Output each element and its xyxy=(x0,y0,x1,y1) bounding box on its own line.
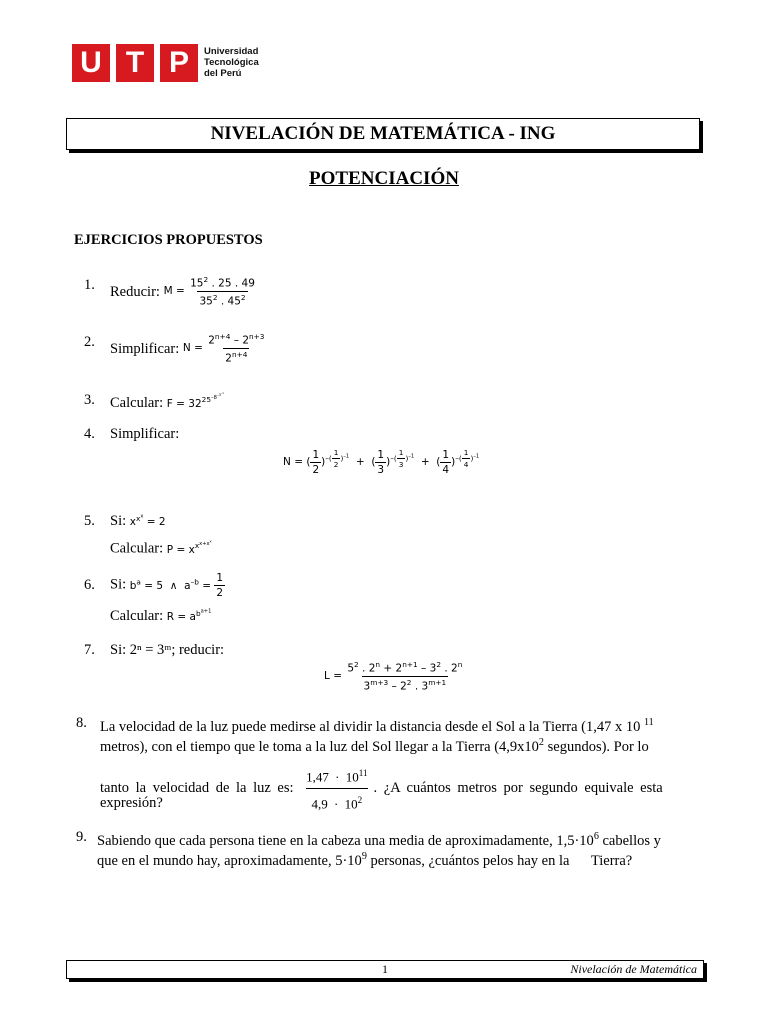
exercise-number: 7. xyxy=(84,642,95,658)
page-subtitle: POTENCIACIÓN xyxy=(309,168,459,189)
logo-letter-p: P xyxy=(160,44,198,82)
formula-l: L = $\frac{5^2 . 2^n + 2^{n+1} - 3^2 . 2^n}{3^{m+3} - 2^2 . 3^{m+1}}$ xyxy=(324,660,463,692)
logo-letter-u: U xyxy=(72,44,110,82)
exercise-text: Simplificar: xyxy=(110,426,180,442)
exercise-3 xyxy=(0,390,768,412)
exercise-number: 2. xyxy=(84,334,95,350)
exercise-number: 1. xyxy=(84,277,95,293)
exercise-number: 9. xyxy=(76,829,87,845)
formula-condition: $b^a = 5$ ∧ $a^{-b}$ = $\frac{1}{2}$ xyxy=(129,572,224,599)
exercise-number: 8. xyxy=(76,715,87,731)
exercise-7 xyxy=(0,642,768,698)
exercise-text: Simplificar: xyxy=(110,341,180,357)
exercise-number: 3. xyxy=(84,392,95,408)
exercise-9: 9. Sabiendo que cada persona tiene en la cabeza una media de aproximadamente, $1,5\cdot 10^6$ cabellos y que en el mundo hay, aproximadamente, $5\cdot 10^9$ personas, ¿cuántos pelos hay en la Tierra? xyxy=(0,826,768,872)
exercise-8: 8. La velocidad de la luz puede medirse al dividir la distancia desde el Sol a la Tierra (1,47 x 10 $^{11}$ metros), con el tiempo que le toma a la luz del Sol llegar a la Tierra ($4,9x10^2$ segundos). Por lo tanto la velocidad de la luz es: $\frac{1,47 \cdot 10^{11}}{4,9 \cdot 10^2}$ . ¿A cuántos metros por segundo equivale esta expresión? xyxy=(0,712,768,812)
footer-text: Nivelación de Matemática xyxy=(570,962,697,976)
exercise-text: Reducir: xyxy=(110,284,160,300)
university-name: Universidad Tecnológica del Perú xyxy=(204,46,259,79)
exercise-text: Calcular: xyxy=(110,394,164,411)
page-title: NIVELACIÓN DE MATEMÁTICA - ING xyxy=(210,123,556,144)
formula-n-fractions: N = ( $\frac{1}{2}$ )$^{-( \frac{1}{2} )^{-1}}$ + ( $\frac{1}{3}$ )$^{-( \frac{1}{3} )^{-1}}$ + ( $\frac{1}{4}$ )$^{-( \frac{1}{4} )^{-1}}$ xyxy=(283,448,480,476)
exercise-text: Si: xyxy=(110,513,127,529)
formula-r: $R = a^{b^{a+1}}$ xyxy=(166,608,212,623)
exercise-2 xyxy=(0,326,768,364)
exercise-4 xyxy=(0,426,768,496)
exercise-text-2: Calcular: xyxy=(110,540,164,557)
utp-logo xyxy=(72,44,272,86)
formula-condition: $x^{x^x} = 2$ xyxy=(129,513,166,528)
exercise-number: 6. xyxy=(84,577,95,593)
exercise-number: 4. xyxy=(84,426,95,442)
exercise-5 xyxy=(0,510,768,560)
exercise-text: Si: 2ⁿ = 3ᵐ; reducir: xyxy=(110,642,225,658)
formula-velocity: $\frac{1,47 \cdot 10^{11}}{4,9 \cdot 10^2}$ xyxy=(300,762,373,816)
formula-f: $F = 32^{25^{-8^{-3^{-1}}}}$ xyxy=(166,392,224,410)
page-number: 1 xyxy=(382,962,388,976)
formula-m: M = $\frac{15^2 . 25 . 49}{35^2 . 45^2}$ xyxy=(163,275,255,307)
page-footer xyxy=(66,960,704,979)
exercise-text: Sabiendo que cada persona tiene en la cabeza una media de aproximadamente, 1,5·10 xyxy=(97,832,594,849)
exercise-number: 5. xyxy=(84,513,95,529)
exercise-1 xyxy=(0,270,768,307)
exercise-text: Si: xyxy=(110,576,127,593)
title-box xyxy=(66,118,700,150)
formula-n: N = $\frac{2^{n+4} - 2^{n+3}}{2^{n+4}}$ xyxy=(182,332,265,364)
formula-p: $P = x^{x^{x+x^x}}$ xyxy=(166,539,212,556)
section-title: EJERCICIOS PROPUESTOS xyxy=(74,232,263,248)
logo-letter-t: T xyxy=(116,44,154,82)
exercise-text: La velocidad de la luz puede medirse al dividir la distancia desde el Sol a la Tierra (1,47 x 10 xyxy=(100,718,641,735)
exercise-6 xyxy=(0,572,768,632)
exercise-text-2: Calcular: xyxy=(110,608,164,624)
